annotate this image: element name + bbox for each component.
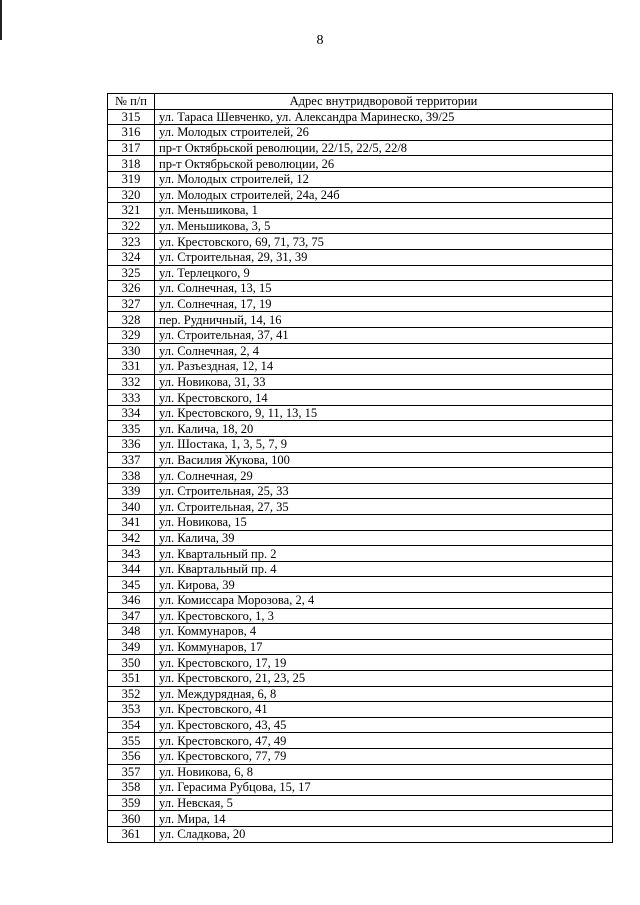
row-address: ул. Мира, 14 <box>155 811 613 827</box>
row-address: ул. Строительная, 25, 33 <box>155 483 613 499</box>
row-number: 340 <box>108 499 155 515</box>
row-address: ул. Новикова, 6, 8 <box>155 764 613 780</box>
row-number: 349 <box>108 639 155 655</box>
row-number: 335 <box>108 421 155 437</box>
table-row <box>108 577 613 593</box>
row-address: ул. Коммунаров, 17 <box>155 639 613 655</box>
row-number: 321 <box>108 203 155 219</box>
row-number: 318 <box>108 156 155 172</box>
row-number: 354 <box>108 717 155 733</box>
table-row <box>108 421 613 437</box>
row-number: 319 <box>108 171 155 187</box>
row-number: 332 <box>108 374 155 390</box>
row-number: 356 <box>108 748 155 764</box>
row-address: ул. Молодых строителей, 24а, 24б <box>155 187 613 203</box>
table-row <box>108 608 613 624</box>
row-address: ул. Крестовского, 17, 19 <box>155 655 613 671</box>
row-number: 348 <box>108 624 155 640</box>
row-address: ул. Герасима Рубцова, 15, 17 <box>155 780 613 796</box>
row-address: ул. Молодых строителей, 12 <box>155 171 613 187</box>
page-number: 8 <box>316 33 324 48</box>
row-number: 359 <box>108 795 155 811</box>
table-row <box>108 203 613 219</box>
row-number: 337 <box>108 452 155 468</box>
table-row <box>108 515 613 531</box>
table-row <box>108 343 613 359</box>
table-row <box>108 405 613 421</box>
table-row <box>108 109 613 125</box>
row-address: ул. Солнечная, 2, 4 <box>155 343 613 359</box>
table-row <box>108 811 613 827</box>
row-address: ул. Комиссара Морозова, 2, 4 <box>155 593 613 609</box>
table-row <box>108 390 613 406</box>
row-address: ул. Новикова, 31, 33 <box>155 374 613 390</box>
row-address: ул. Крестовского, 41 <box>155 702 613 718</box>
row-number: 316 <box>108 125 155 141</box>
row-number: 342 <box>108 530 155 546</box>
row-number: 360 <box>108 811 155 827</box>
table-row <box>108 249 613 265</box>
table-row <box>108 717 613 733</box>
table-row <box>108 281 613 297</box>
row-address: ул. Солнечная, 17, 19 <box>155 296 613 312</box>
address-table <box>107 93 613 843</box>
row-number: 331 <box>108 359 155 375</box>
row-number: 361 <box>108 826 155 842</box>
row-address: ул. Крестовского, 43, 45 <box>155 717 613 733</box>
row-address: ул. Сладкова, 20 <box>155 826 613 842</box>
row-number: 325 <box>108 265 155 281</box>
row-address: ул. Строительная, 29, 31, 39 <box>155 249 613 265</box>
table-row <box>108 530 613 546</box>
row-number: 341 <box>108 515 155 531</box>
row-number: 330 <box>108 343 155 359</box>
column-header-number: № п/п <box>108 94 155 110</box>
row-address: ул. Калича, 18, 20 <box>155 421 613 437</box>
column-header-address: Адрес внутридворовой территории <box>155 94 613 110</box>
row-address: ул. Крестовского, 1, 3 <box>155 608 613 624</box>
row-number: 336 <box>108 437 155 453</box>
row-number: 350 <box>108 655 155 671</box>
row-address: ул. Василия Жукова, 100 <box>155 452 613 468</box>
row-number: 315 <box>108 109 155 125</box>
table-body <box>108 109 613 842</box>
table-row <box>108 561 613 577</box>
row-address: пр-т Октябрьской революции, 22/15, 22/5, 22/8 <box>155 140 613 156</box>
row-address: ул. Крестовского, 47, 49 <box>155 733 613 749</box>
row-address: пер. Рудничный, 14, 16 <box>155 312 613 328</box>
row-address: ул. Меньшикова, 1 <box>155 203 613 219</box>
row-address: ул. Квартальный пр. 2 <box>155 546 613 562</box>
row-number: 339 <box>108 483 155 499</box>
row-address: ул. Молодых строителей, 26 <box>155 125 613 141</box>
table-row <box>108 125 613 141</box>
table-row <box>108 437 613 453</box>
row-address: ул. Солнечная, 13, 15 <box>155 281 613 297</box>
row-number: 334 <box>108 405 155 421</box>
row-address: ул. Меньшикова, 3, 5 <box>155 218 613 234</box>
table-row <box>108 483 613 499</box>
table-row <box>108 327 613 343</box>
row-address: пр-т Октябрьской революции, 26 <box>155 156 613 172</box>
row-address: ул. Терлецкого, 9 <box>155 265 613 281</box>
table-row <box>108 670 613 686</box>
table-row <box>108 187 613 203</box>
row-number: 343 <box>108 546 155 562</box>
table-row <box>108 780 613 796</box>
table-row <box>108 296 613 312</box>
row-number: 357 <box>108 764 155 780</box>
row-address: ул. Крестовского, 21, 23, 25 <box>155 670 613 686</box>
table-row <box>108 702 613 718</box>
row-number: 317 <box>108 140 155 156</box>
row-number: 322 <box>108 218 155 234</box>
table-row <box>108 546 613 562</box>
row-number: 329 <box>108 327 155 343</box>
row-number: 320 <box>108 187 155 203</box>
row-address: ул. Крестовского, 14 <box>155 390 613 406</box>
table-row <box>108 639 613 655</box>
row-address: ул. Солнечная, 29 <box>155 468 613 484</box>
table-row <box>108 171 613 187</box>
table-row <box>108 468 613 484</box>
row-number: 326 <box>108 281 155 297</box>
row-number: 347 <box>108 608 155 624</box>
row-address: ул. Междурядная, 6, 8 <box>155 686 613 702</box>
row-number: 358 <box>108 780 155 796</box>
table-row <box>108 624 613 640</box>
row-address: ул. Строительная, 37, 41 <box>155 327 613 343</box>
table-row <box>108 156 613 172</box>
row-address: ул. Квартальный пр. 4 <box>155 561 613 577</box>
row-number: 353 <box>108 702 155 718</box>
row-number: 346 <box>108 593 155 609</box>
row-address: ул. Разъездная, 12, 14 <box>155 359 613 375</box>
row-number: 352 <box>108 686 155 702</box>
row-address: ул. Крестовского, 69, 71, 73, 75 <box>155 234 613 250</box>
row-number: 333 <box>108 390 155 406</box>
row-number: 345 <box>108 577 155 593</box>
table-row <box>108 218 613 234</box>
table-row <box>108 359 613 375</box>
table-row <box>108 312 613 328</box>
table-row <box>108 265 613 281</box>
row-address: ул. Новикова, 15 <box>155 515 613 531</box>
table-row <box>108 795 613 811</box>
table-row <box>108 686 613 702</box>
table-header-row <box>108 94 613 110</box>
row-address: ул. Строительная, 27, 35 <box>155 499 613 515</box>
row-number: 323 <box>108 234 155 250</box>
table-row <box>108 234 613 250</box>
row-address: ул. Кирова, 39 <box>155 577 613 593</box>
table-row <box>108 733 613 749</box>
table-row <box>108 826 613 842</box>
table-row <box>108 655 613 671</box>
row-number: 324 <box>108 249 155 265</box>
row-address: ул. Коммунаров, 4 <box>155 624 613 640</box>
table-row <box>108 374 613 390</box>
row-number: 344 <box>108 561 155 577</box>
row-number: 355 <box>108 733 155 749</box>
row-address: ул. Невская, 5 <box>155 795 613 811</box>
table-row <box>108 764 613 780</box>
row-number: 338 <box>108 468 155 484</box>
row-address: ул. Тараса Шевченко, ул. Александра Маринеско, 39/25 <box>155 109 613 125</box>
row-number: 351 <box>108 670 155 686</box>
table-row <box>108 140 613 156</box>
row-number: 327 <box>108 296 155 312</box>
row-number: 328 <box>108 312 155 328</box>
row-address: ул. Калича, 39 <box>155 530 613 546</box>
row-address: ул. Крестовского, 9, 11, 13, 15 <box>155 405 613 421</box>
table-row <box>108 499 613 515</box>
table-row <box>108 593 613 609</box>
row-address: ул. Крестовского, 77, 79 <box>155 748 613 764</box>
row-address: ул. Шостака, 1, 3, 5, 7, 9 <box>155 437 613 453</box>
table-row <box>108 452 613 468</box>
table-row <box>108 748 613 764</box>
